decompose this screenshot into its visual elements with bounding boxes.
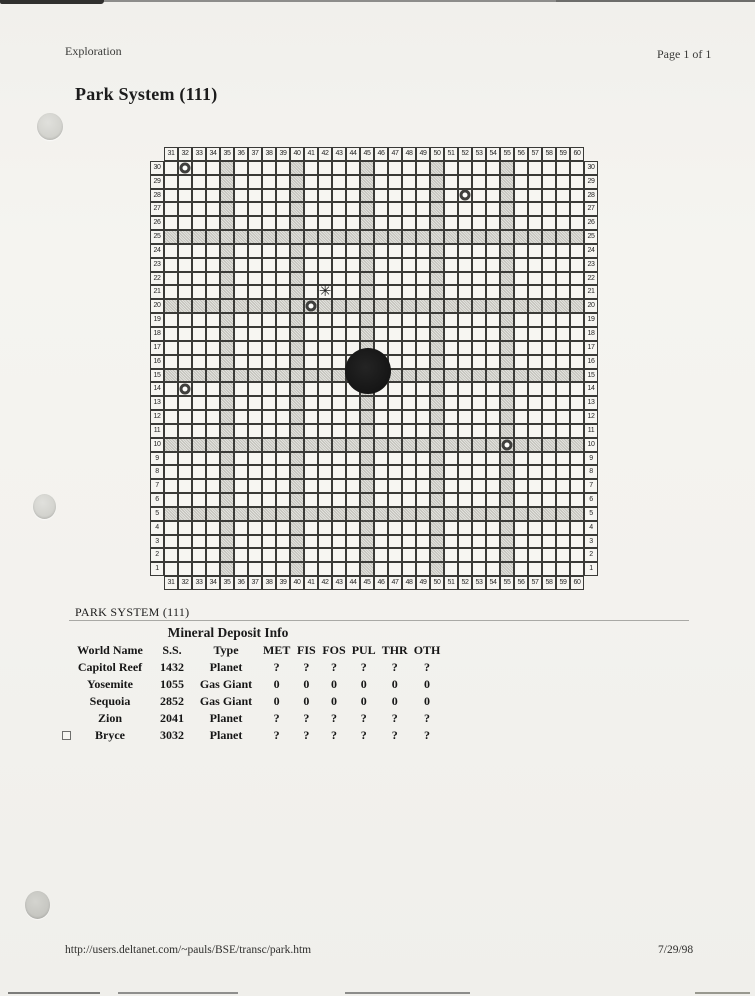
grid-label: 58 bbox=[542, 147, 556, 161]
grid-label: 16 bbox=[584, 355, 598, 369]
grid-label: 49 bbox=[416, 576, 430, 590]
grid-label: 41 bbox=[304, 147, 318, 161]
table-cell: 0 bbox=[391, 677, 398, 691]
grid-label: 34 bbox=[206, 576, 220, 590]
grid-label: 20 bbox=[150, 299, 164, 313]
table-cell: 0 bbox=[391, 694, 398, 708]
grid-label: 13 bbox=[150, 396, 164, 410]
grid-label: 21 bbox=[150, 285, 164, 299]
grid-label: 50 bbox=[430, 576, 444, 590]
grid-label: 11 bbox=[584, 424, 598, 438]
grid-label: 47 bbox=[388, 576, 402, 590]
grid-label: 19 bbox=[584, 313, 598, 327]
grid-label: 54 bbox=[486, 147, 500, 161]
grid-label: 9 bbox=[584, 452, 598, 466]
table-cell: 0 bbox=[424, 677, 431, 691]
table-row bbox=[68, 710, 443, 727]
table-cell: ? bbox=[303, 728, 310, 742]
grid-label: 17 bbox=[150, 341, 164, 355]
grid-label: 4 bbox=[150, 521, 164, 535]
grid-label: 7 bbox=[150, 479, 164, 493]
grid-label: 22 bbox=[584, 272, 598, 286]
system-name-subtitle: PARK SYSTEM (111) bbox=[75, 605, 190, 619]
grid-label: 32 bbox=[178, 576, 192, 590]
grid-label: 52 bbox=[458, 576, 472, 590]
grid-label: 45 bbox=[360, 576, 374, 590]
table-row bbox=[68, 693, 443, 710]
grid-label: 57 bbox=[528, 147, 542, 161]
grid-label: 40 bbox=[290, 147, 304, 161]
grid-label: 33 bbox=[192, 576, 206, 590]
grid-label: 46 bbox=[374, 576, 388, 590]
broken-image-glyph bbox=[62, 731, 71, 740]
world-ring-marker-32-14 bbox=[180, 384, 191, 395]
grid-label: 26 bbox=[584, 216, 598, 230]
grid-label: 27 bbox=[150, 202, 164, 216]
table-cell: Planet bbox=[209, 728, 243, 742]
grid-label: 1 bbox=[150, 562, 164, 576]
grid-label: 35 bbox=[220, 147, 234, 161]
grid-label: 19 bbox=[150, 313, 164, 327]
table-cell: 0 bbox=[360, 677, 367, 691]
scan-edge-bottom-segment bbox=[8, 992, 100, 994]
grid-label: 56 bbox=[514, 147, 528, 161]
world-ring-marker-32-30 bbox=[180, 162, 191, 173]
grid-label: 10 bbox=[584, 438, 598, 452]
table-cell: ? bbox=[360, 728, 367, 742]
asterisk-star-marker-42-21: ✳ bbox=[318, 282, 332, 301]
table-cell: Zion bbox=[97, 711, 122, 725]
table-cell: ? bbox=[424, 660, 431, 674]
grid-label: 41 bbox=[304, 576, 318, 590]
grid-label: 36 bbox=[234, 147, 248, 161]
hole-punch-middle bbox=[33, 494, 56, 519]
table-row bbox=[68, 676, 443, 693]
grid-label: 21 bbox=[584, 285, 598, 299]
grid-label: 44 bbox=[346, 147, 360, 161]
column-header: PUL bbox=[351, 643, 376, 657]
scan-edge-top-segment bbox=[556, 0, 755, 2]
column-header: Type bbox=[213, 643, 239, 657]
grid-label: 46 bbox=[374, 147, 388, 161]
table-cell: ? bbox=[360, 660, 367, 674]
column-header: THR bbox=[381, 643, 408, 657]
grid-label: 31 bbox=[164, 147, 178, 161]
grid-label: 27 bbox=[584, 202, 598, 216]
table-cell: 1055 bbox=[160, 677, 184, 691]
grid-label: 51 bbox=[444, 576, 458, 590]
grid-label: 30 bbox=[584, 161, 598, 175]
grid-label: 42 bbox=[318, 147, 332, 161]
table-cell: 0 bbox=[424, 694, 431, 708]
grid-label: 6 bbox=[150, 493, 164, 507]
grid-label: 20 bbox=[584, 299, 598, 313]
table-cell: 0 bbox=[303, 677, 310, 691]
grid-label: 54 bbox=[486, 576, 500, 590]
grid-label: 30 bbox=[150, 161, 164, 175]
grid-label: 47 bbox=[388, 147, 402, 161]
scan-edge-bottom-segment bbox=[345, 992, 470, 994]
grid-label: 15 bbox=[150, 369, 164, 383]
table-cell: Sequoia bbox=[89, 694, 131, 708]
table-cell: ? bbox=[391, 728, 398, 742]
column-header: FOS bbox=[322, 643, 346, 657]
table-cell: ? bbox=[391, 711, 398, 725]
mineral-deposit-table bbox=[68, 642, 443, 744]
table-cell: 1432 bbox=[160, 660, 184, 674]
page-title: Park System (111) bbox=[75, 84, 218, 104]
grid-label: 8 bbox=[584, 465, 598, 479]
table-cell: ? bbox=[360, 711, 367, 725]
grid-label: 15 bbox=[584, 369, 598, 383]
grid-label: 59 bbox=[556, 147, 570, 161]
table-cell: 0 bbox=[331, 677, 338, 691]
table-cell: ? bbox=[273, 728, 280, 742]
large-body-marker-45-15 bbox=[345, 348, 391, 394]
world-ring-marker-52-28 bbox=[460, 190, 471, 201]
table-cell: ? bbox=[424, 728, 431, 742]
table-cell: Capitol Reef bbox=[77, 660, 143, 674]
table-cell: Planet bbox=[209, 711, 243, 725]
grid-label: 32 bbox=[178, 147, 192, 161]
grid-label: 29 bbox=[584, 175, 598, 189]
table-cell: 3032 bbox=[160, 728, 184, 742]
grid-label: 34 bbox=[206, 147, 220, 161]
source-url: http://users.deltanet.com/~pauls/BSE/transc/park.htm bbox=[65, 944, 312, 956]
grid-label: 10 bbox=[150, 438, 164, 452]
grid-label: 23 bbox=[150, 258, 164, 272]
grid-label: 14 bbox=[150, 382, 164, 396]
grid-label: 31 bbox=[164, 576, 178, 590]
grid-label: 52 bbox=[458, 147, 472, 161]
grid-label: 6 bbox=[584, 493, 598, 507]
grid-label: 18 bbox=[584, 327, 598, 341]
grid-label: 14 bbox=[584, 382, 598, 396]
table-cell: ? bbox=[331, 728, 338, 742]
scan-edge-top-blob bbox=[0, 0, 104, 4]
table-cell: Planet bbox=[209, 660, 243, 674]
table-row bbox=[68, 659, 443, 676]
grid-label: 22 bbox=[150, 272, 164, 286]
grid-label: 37 bbox=[248, 147, 262, 161]
grid-label: 3 bbox=[584, 535, 598, 549]
system-map bbox=[150, 147, 598, 590]
grid-label: 24 bbox=[150, 244, 164, 258]
table-cell: 2852 bbox=[160, 694, 184, 708]
table-cell: Gas Giant bbox=[199, 694, 253, 708]
table-title: Mineral Deposit Info bbox=[167, 625, 289, 640]
hole-punch-bottom bbox=[25, 891, 50, 919]
grid-label: 36 bbox=[234, 576, 248, 590]
grid-label: 48 bbox=[402, 576, 416, 590]
grid-label: 59 bbox=[556, 576, 570, 590]
table-cell: ? bbox=[331, 660, 338, 674]
table-cell: 0 bbox=[273, 677, 280, 691]
grid-label: 49 bbox=[416, 147, 430, 161]
grid-label: 51 bbox=[444, 147, 458, 161]
scan-edge-bottom-segment bbox=[695, 992, 750, 994]
table-cell: 0 bbox=[303, 694, 310, 708]
grid-label: 55 bbox=[500, 147, 514, 161]
table-cell: 0 bbox=[273, 694, 280, 708]
grid-label: 8 bbox=[150, 465, 164, 479]
grid-label: 13 bbox=[584, 396, 598, 410]
grid-label: 12 bbox=[584, 410, 598, 424]
table-cell: 0 bbox=[331, 694, 338, 708]
grid-label: 40 bbox=[290, 576, 304, 590]
hole-punch-top bbox=[37, 113, 63, 140]
grid-label: 55 bbox=[500, 576, 514, 590]
grid-label: 23 bbox=[584, 258, 598, 272]
grid-label: 38 bbox=[262, 576, 276, 590]
column-header: MET bbox=[263, 643, 291, 657]
grid-label: 50 bbox=[430, 147, 444, 161]
grid-label: 39 bbox=[276, 147, 290, 161]
grid-label: 38 bbox=[262, 147, 276, 161]
grid-label: 29 bbox=[150, 175, 164, 189]
print-date: 7/29/98 bbox=[658, 944, 694, 956]
table-cell: 2041 bbox=[160, 711, 184, 725]
table-cell: ? bbox=[273, 660, 280, 674]
grid-label: 28 bbox=[584, 189, 598, 203]
grid-label: 25 bbox=[150, 230, 164, 244]
grid-label: 33 bbox=[192, 147, 206, 161]
grid-label: 43 bbox=[332, 576, 346, 590]
grid-label: 60 bbox=[570, 576, 584, 590]
grid-label: 5 bbox=[150, 507, 164, 521]
grid-label: 2 bbox=[584, 548, 598, 562]
grid-label: 9 bbox=[150, 452, 164, 466]
grid-label: 57 bbox=[528, 576, 542, 590]
grid-label: 25 bbox=[584, 230, 598, 244]
grid-label: 60 bbox=[570, 147, 584, 161]
table-cell: ? bbox=[303, 711, 310, 725]
grid-label: 53 bbox=[472, 576, 486, 590]
grid-label: 18 bbox=[150, 327, 164, 341]
table-header-row bbox=[68, 642, 443, 659]
world-ring-marker-55-10 bbox=[502, 439, 513, 450]
grid-label: 5 bbox=[584, 507, 598, 521]
grid-label: 11 bbox=[150, 424, 164, 438]
grid-label: 37 bbox=[248, 576, 262, 590]
table-cell: ? bbox=[273, 711, 280, 725]
report-section-label: Exploration bbox=[65, 44, 122, 58]
column-header: S.S. bbox=[162, 643, 182, 657]
grid-label: 2 bbox=[150, 548, 164, 562]
grid-label: 35 bbox=[220, 576, 234, 590]
grid-label: 39 bbox=[276, 576, 290, 590]
table-cell: ? bbox=[424, 711, 431, 725]
grid-label: 1 bbox=[584, 562, 598, 576]
table-cell: Gas Giant bbox=[199, 677, 253, 691]
page-number: Page 1 of 1 bbox=[657, 47, 712, 61]
table-cell: ? bbox=[391, 660, 398, 674]
table-cell: ? bbox=[331, 711, 338, 725]
column-header: World Name bbox=[77, 643, 143, 657]
grid-label: 28 bbox=[150, 189, 164, 203]
grid-label: 44 bbox=[346, 576, 360, 590]
system-map-markers bbox=[150, 147, 598, 590]
grid-label: 45 bbox=[360, 147, 374, 161]
grid-label: 17 bbox=[584, 341, 598, 355]
grid-label: 3 bbox=[150, 535, 164, 549]
grid-label: 56 bbox=[514, 576, 528, 590]
table-cell: Bryce bbox=[95, 728, 125, 742]
table-cell: 0 bbox=[360, 694, 367, 708]
column-header: OTH bbox=[413, 643, 441, 657]
table-row bbox=[68, 727, 443, 744]
grid-label: 16 bbox=[150, 355, 164, 369]
grid-label: 26 bbox=[150, 216, 164, 230]
grid-label: 53 bbox=[472, 147, 486, 161]
grid-label: 24 bbox=[584, 244, 598, 258]
grid-label: 7 bbox=[584, 479, 598, 493]
grid-label: 58 bbox=[542, 576, 556, 590]
grid-label: 43 bbox=[332, 147, 346, 161]
grid-label: 48 bbox=[402, 147, 416, 161]
table-cell: ? bbox=[303, 660, 310, 674]
table-cell: Yosemite bbox=[87, 677, 133, 691]
grid-label: 12 bbox=[150, 410, 164, 424]
world-ring-marker-41-20 bbox=[306, 301, 317, 312]
column-header: FIS bbox=[297, 643, 316, 657]
grid-label: 4 bbox=[584, 521, 598, 535]
grid-label: 42 bbox=[318, 576, 332, 590]
scan-edge-bottom-segment bbox=[118, 992, 238, 994]
mineral-deposit-section bbox=[68, 625, 441, 744]
horizontal-rule bbox=[69, 620, 689, 621]
